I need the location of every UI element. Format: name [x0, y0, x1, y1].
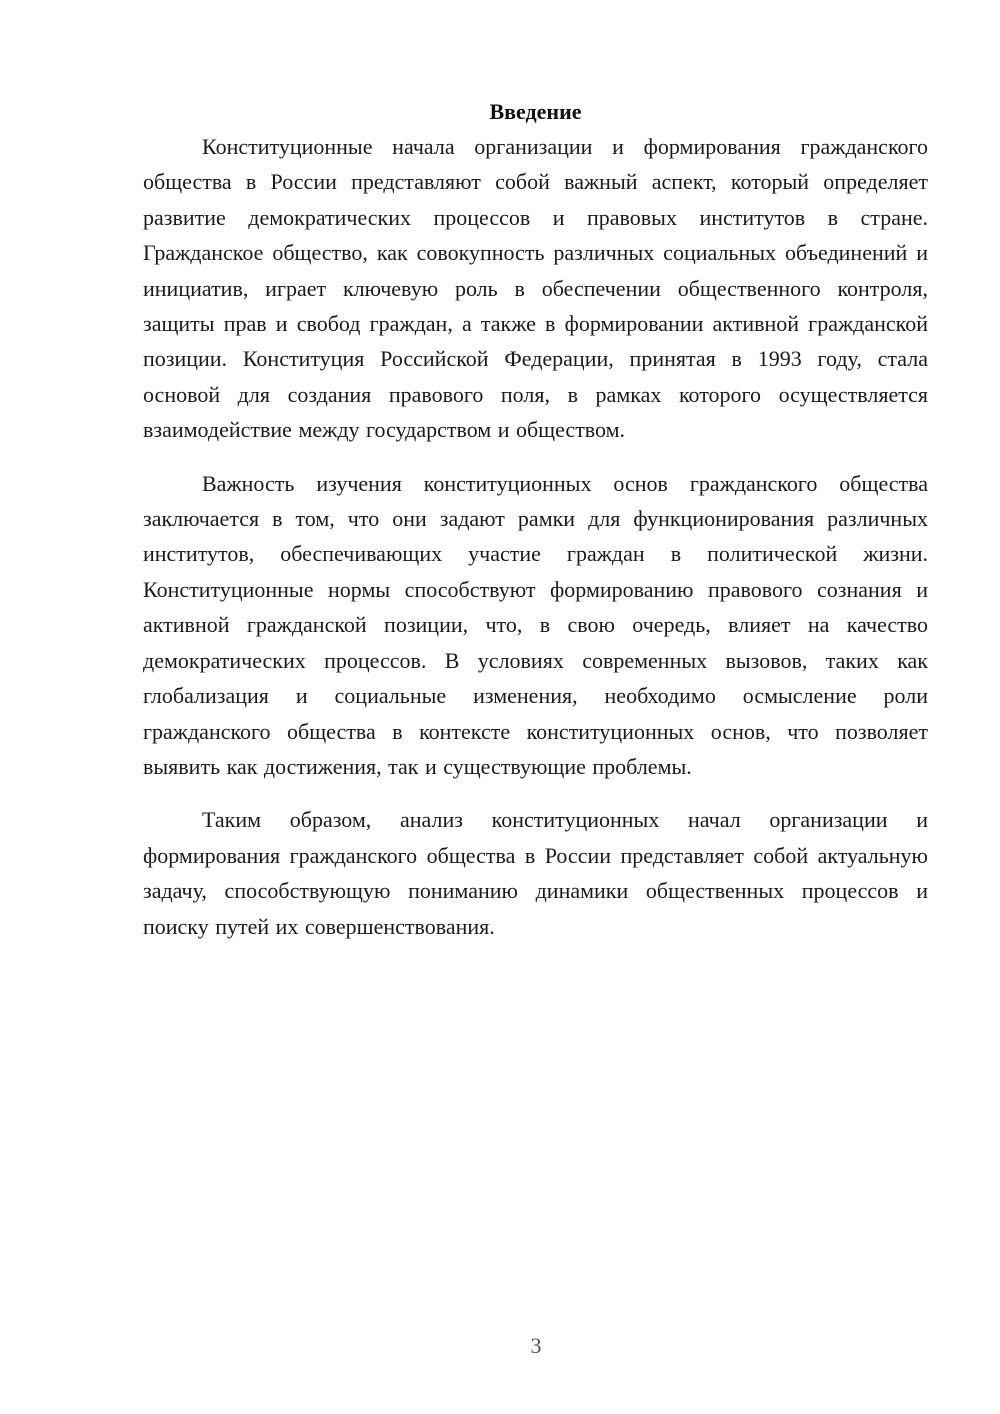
section-title: Введение	[489, 99, 582, 124]
page-number: 3	[530, 1333, 542, 1358]
paragraph-3: Таким образом, анализ конституционных начал организации и формирования гражданского общества в России представляет собой актуальную задачу, способствующую пониманию динамики общественных процессов и поиску путей их совершенствования.	[143, 807, 928, 939]
paragraph-2: Важность изучения конституционных основ гражданского общества заключается в том, что они задают рамки для функционирования различных институтов, обеспечивающих участие граждан в политической жизни. Конституционные нормы способствуют формированию правового сознания и активной гражданской позиции, что, в свою очередь, влияет на качество демократических процессов. В условиях современных вызовов, таких как глобализация и социальные изменения, необходимо осмысление роли гражданского общества в контексте конституционных основ, что позволяет выявить как достижения, так и существующие проблемы.	[143, 470, 928, 779]
page-content	[143, 96, 928, 944]
paragraph-1: Конституционные начала организации и формирования гражданского общества в России представляют собой важный аспект, который определяет развитие демократических процессов и правовых институтов в стране. Гражданское общество, как совокупность различных социальных объединений и инициатив, играет ключевую роль в обеспечении общественного контроля, защиты прав и свобод граждан, а также в формировании активной гражданской позиции. Конституция Российской Федерации, принятая в 1993 году, стала основой для создания правового поля, в рамках которого осуществляется взаимодействие между государством и обществом.	[143, 134, 928, 443]
